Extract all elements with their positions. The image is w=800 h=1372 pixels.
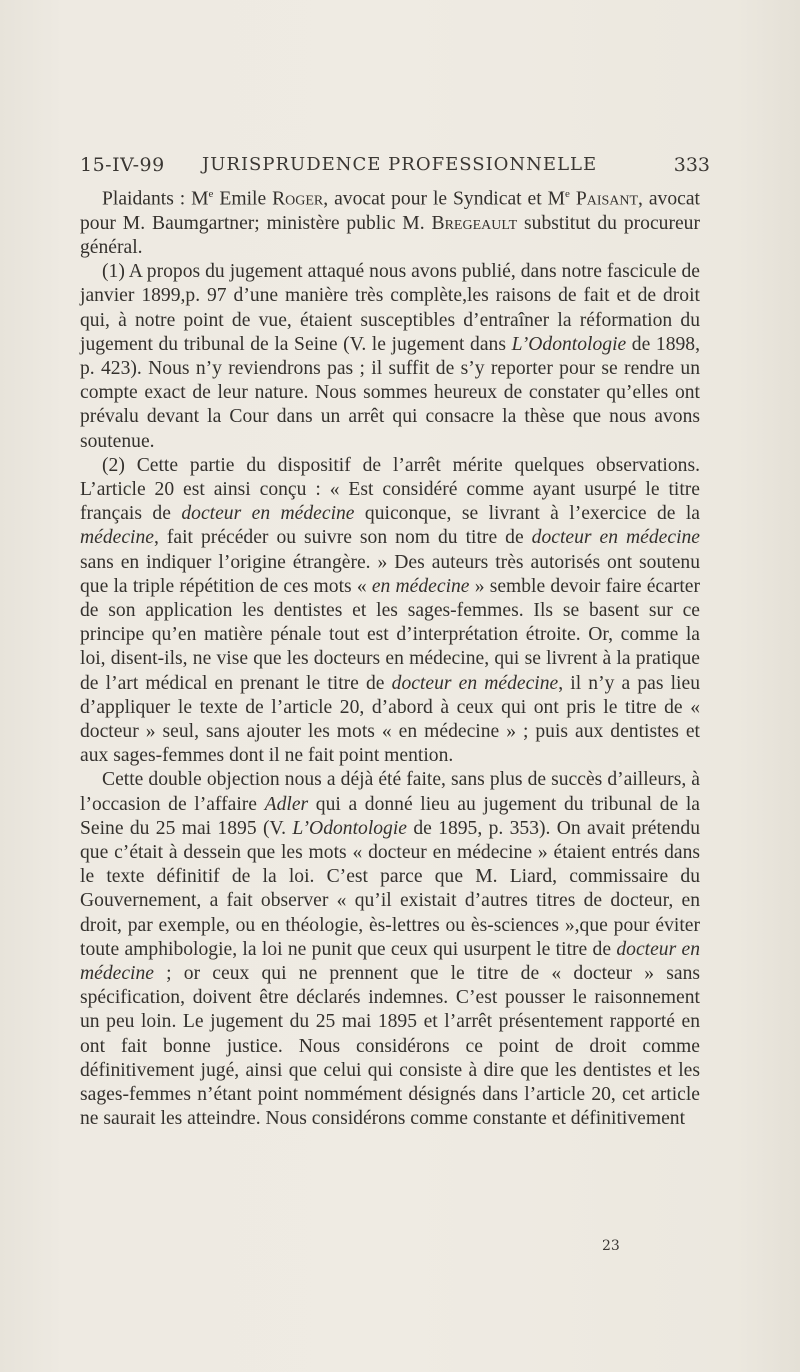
text-span: sans en indiquer l’origine étrangère. » Des auteurs très autorisés ont soutenu que la triple répétition de ces mots « — [80, 551, 700, 597]
header-date: 15-IV-99 — [80, 154, 165, 176]
text-span: quiconque, se livrant à l’exercice de la — [354, 503, 700, 525]
italic-term: docteur en médecine — [181, 503, 355, 525]
italic-term: docteur en médecine — [531, 527, 701, 549]
paragraph-commentary — [80, 768, 700, 1131]
text-span: , fait précéder ou suivre son nom du titre de — [153, 527, 532, 549]
printer-signature: 23 — [602, 1238, 620, 1254]
text-span: qui a donné lieu au jugement du tribunal de la Seine du 25 mai 1895 (V. — [80, 793, 701, 839]
italic-term: en médecine — [371, 575, 470, 597]
text-span: Cette double objection nous a déjà été faite, sans plus de succès d’ailleurs, à l’occasion de l’affaire — [80, 769, 700, 815]
text-span: ; or ceux qui ne prennent que le titre de « docteur » sans spécification, doivent être déclarés indemnes. C’est pousser le raisonnement un peu loin. Le jugement du 25 mai 1895 et l’arrêt présentement rapporté en ont fait bonne justice. Nous considérons ce point de droit comme définitivement jugé, ainsi que celui qui consiste à dire que les dentistes et les sages-femmes n’étant point nommément désignés dans l’article 20, cet article ne saurait les atteindre. Nous considérons comme constante et définitivement — [80, 963, 700, 1130]
running-head — [80, 152, 710, 182]
text-span: Emile — [213, 188, 273, 210]
header-title: JURISPRUDENCE PROFESSIONNELLE — [202, 154, 598, 175]
text-span: e — [565, 188, 570, 200]
text-span: , avocat pour M. Baumgartner; ministère public M. — [80, 188, 700, 234]
italic-term: docteur en médecine — [80, 938, 700, 985]
text-span: substitut du procureur général. — [80, 212, 700, 258]
italic-term: docteur en médecine — [391, 672, 559, 694]
body-text — [80, 182, 700, 1131]
text-span: Plaidants : M — [102, 188, 209, 210]
footnote-2 — [80, 454, 700, 769]
name-paisant: Paisant — [575, 188, 639, 210]
text-span: » semble devoir faire écarter de son application les dentistes et les sages-femmes. Ils se basent sur ce principe qu’en matière pénale tout est d’interprétation étroite. Or, comme la loi, disent-ils, ne vise que les docteurs en médecine, qui se livrent à la pratique de l’art médical en prenant le titre de — [80, 575, 701, 694]
text-span: de 1898, p. 423). Nous n’y reviendrons pas ; il suffit de s’y reporter pour se rendre un compte exact de leur nature. Nous sommes heureux de constater qu’elles ont prévalu devant la Cour dans un arrêt qui consacre la thèse que nous avons soutenue. — [80, 333, 700, 452]
name-roger: Roger — [272, 188, 324, 210]
text-span: de 1895, p. 353). On avait prétendu que c’était à dessein que les mots « docteur en médecine » étaient entrés dans le texte définitif de la loi. C’est parce que M. Liard, commissaire du Gouvernement, a fait observer « qu’il existait d’autres titres de docteur, en droit, par exemple, ou en théologie, ès-lettres ou ès-sciences »,que pour éviter toute amphibologie, la loi ne punit que ceux qui usurpent le titre de — [80, 817, 700, 960]
italic-term: médecine — [80, 527, 154, 549]
text-span: , il n’y a pas lieu d’appliquer le texte de l’article 20, d’abord à ceux qui ont pris le titre de « docteur » seul, sans ajouter les mots « en médecine » ; puis aux dentistes et aux sages-femmes dont il ne fait point mention. — [80, 672, 700, 767]
paragraph-plaidants — [80, 182, 700, 260]
text-span: (2) Cette partie du dispositif de l’arrêt mérite quelques observations. L’article 20 est ainsi conçu : « Est considéré comme ayant usurpé le titre français de — [80, 454, 700, 525]
journal-title: L’Odontologie — [511, 333, 627, 355]
text-span: , avocat pour le Syndicat et M — [323, 188, 565, 210]
text-span: e — [208, 188, 214, 200]
text-span: (1) A propos du jugement attaqué nous avons publié, dans notre fascicule de janvier 1899,p. 97 d’une manière très complète,les raisons de fait et de droit qui, à notre point de vue, étaient susceptibles d’entraîner la réformation du jugement du tribunal de la Seine (V. le jugement dans — [80, 261, 700, 355]
journal-title: L’Odontologie — [292, 817, 407, 839]
name-bregeault: Bregeault — [431, 212, 518, 234]
footnote-1 — [80, 260, 700, 454]
page-number: 333 — [673, 154, 710, 176]
case-name: Adler — [264, 793, 309, 815]
